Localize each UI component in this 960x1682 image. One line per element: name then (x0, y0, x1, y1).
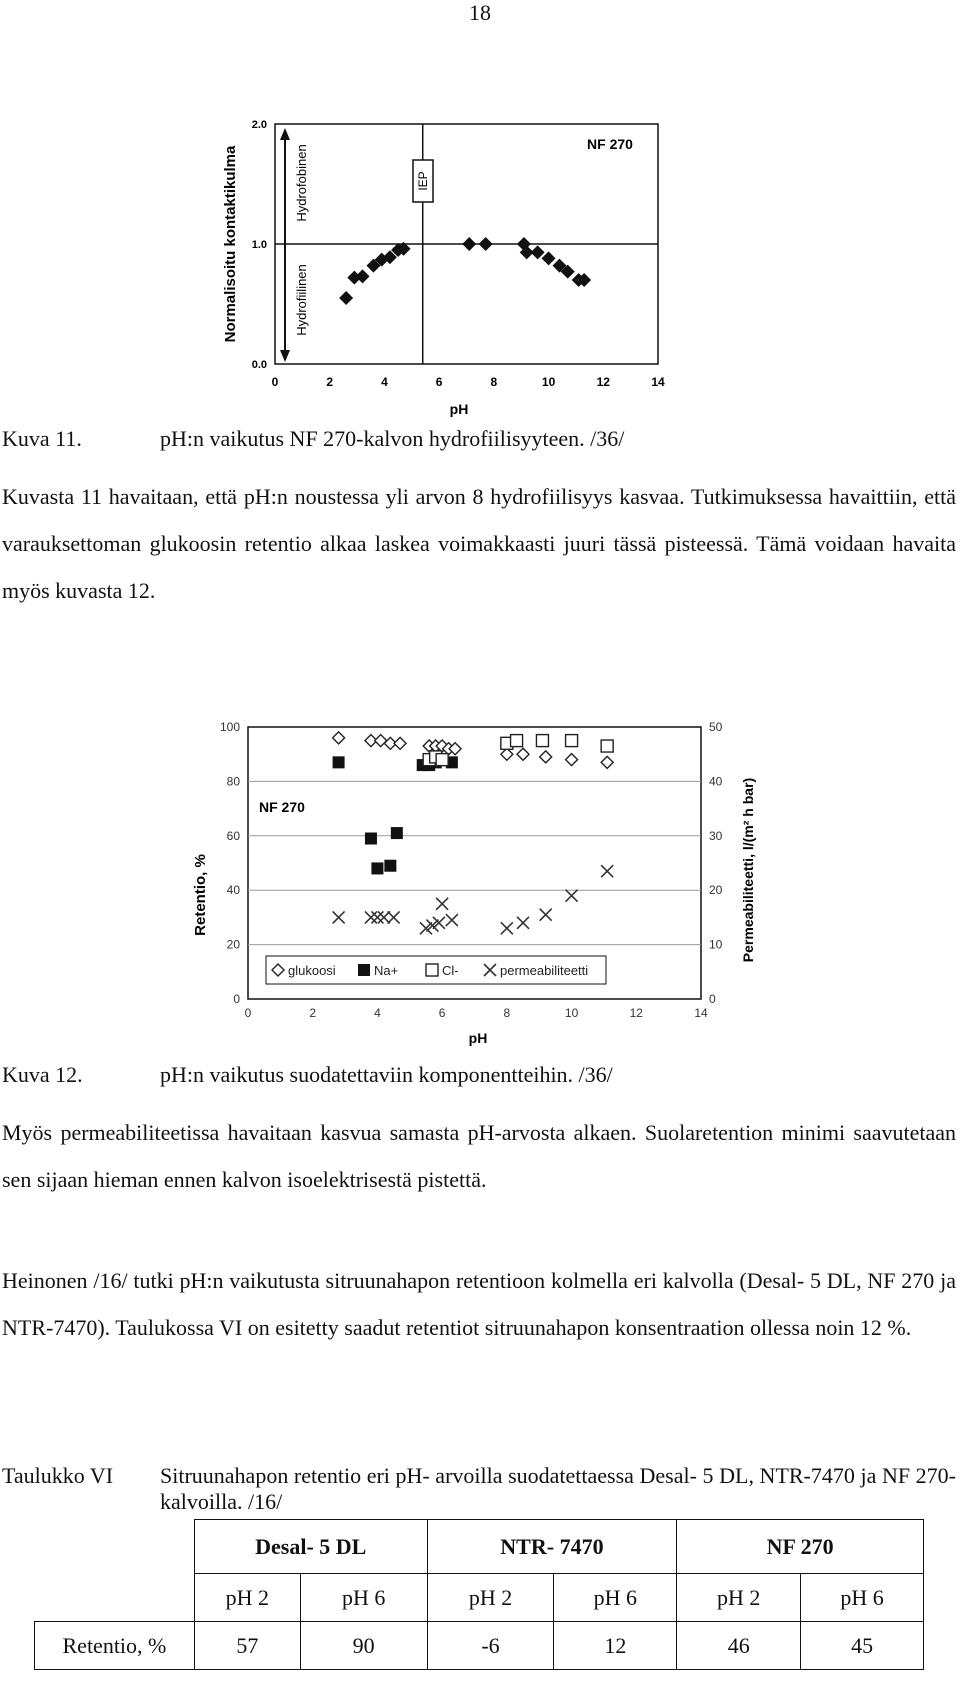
table-data-row (35, 1622, 924, 1670)
chart2-point-na (391, 827, 403, 839)
chart2-ytick-label: 40 (226, 883, 240, 898)
chart2-xtick-label: 4 (374, 1006, 381, 1020)
chart2-ytick-label: 100 (219, 720, 240, 734)
value-cell: 12 (554, 1622, 677, 1670)
chart1-xtick-label: 2 (326, 375, 334, 389)
chart2-ytick-label: 80 (226, 774, 240, 789)
paragraph-2-text: Myös permeabiliteetissa havaitaan kasvua samasta pH-arvosta alkaen. Suolaretention minimi saavutetaan sen sijaan hieman ennen kalvon isoelektrisestä pistettä. (2, 1120, 956, 1192)
chart2-point-cl (436, 754, 448, 766)
chart2-ytick-label: 0 (233, 992, 240, 1006)
row-label: Retentio, % (35, 1622, 195, 1670)
chart2-y2tick-label: 20 (709, 883, 723, 898)
chart2-y2label: Permeabiliteetti, l/(m² h bar) (740, 777, 756, 963)
figure-11-caption (2, 426, 942, 456)
figure-12-caption-text: pH:n vaikutus suodatettaviin komponentteihin. /36/ (160, 1062, 613, 1087)
table-header-row (35, 1520, 924, 1574)
chart1-ytick-label: 1.0 (251, 239, 267, 251)
figure-12-caption (2, 1062, 942, 1092)
ph-cell: pH 6 (801, 1574, 924, 1622)
chart2-xtick-label: 0 (244, 1006, 252, 1020)
header-nf270: NF 270 (677, 1520, 924, 1574)
table-corner-cell (35, 1520, 195, 1574)
ph-cell: pH 2 (677, 1574, 801, 1622)
chart2-point-cl (511, 735, 523, 747)
table-caption (2, 1463, 956, 1517)
table-label: Taulukko VI (2, 1463, 114, 1488)
chart2-point-cl (566, 735, 578, 747)
chart1-xtick-label: 0 (271, 375, 279, 389)
chart2-legend-label: Cl- (442, 963, 459, 978)
chart2-title: NF 270 (259, 799, 305, 815)
header-desal: Desal- 5 DL (194, 1520, 427, 1574)
figure-11-caption-text: pH:n vaikutus NF 270-kalvon hydrofiilisyyteen. /36/ (160, 426, 625, 451)
chart1-ytick-label: 0.0 (251, 359, 267, 371)
chart1-xtick-label: 10 (541, 375, 556, 389)
chart1-hydrophilic-label: Hydrofiilinen (294, 264, 309, 336)
paragraph-2 (2, 1109, 956, 1203)
chart1-xtick-label: 4 (381, 375, 388, 389)
figure-11-label: Kuva 11. (2, 426, 82, 451)
chart2-xtick-label: 8 (503, 1006, 511, 1020)
value-cell: 90 (300, 1622, 427, 1670)
value-cell: 57 (194, 1622, 300, 1670)
chart2-xlabel: pH (468, 1030, 488, 1046)
chart2-y2tick-label: 0 (709, 992, 716, 1006)
chart1-iep-label: IEP (416, 171, 430, 191)
chart2-y2tick-label: 10 (709, 937, 723, 952)
paragraph-3-text: Heinonen /16/ tutki pH:n vaikutusta sitruunahapon retentioon kolmella eri kalvolla (Desal- 5 DL, NF 270 ja NTR-7470). Taulukossa VI on esitetty saadut retentiot sitruunahapon konsentraation ollessa noin 12 %. (2, 1268, 956, 1340)
retention-table (34, 1519, 924, 1670)
chart2-xtick-label: 12 (629, 1006, 643, 1020)
chart1-xtick-label: 8 (490, 375, 498, 389)
chart2-xtick-label: 6 (438, 1006, 446, 1020)
ph-cell: pH 2 (427, 1574, 554, 1622)
chart2-point-na (333, 756, 345, 768)
chart2-point-na (365, 833, 377, 845)
table-empty-cell (35, 1574, 195, 1622)
chart2-point-na (384, 860, 396, 872)
chart2-legend-label: glukoosi (288, 963, 336, 978)
chart2-xtick-label: 14 (694, 1006, 708, 1020)
value-cell: 45 (801, 1622, 924, 1670)
table-caption-text: Sitruunahapon retentio eri pH- arvoilla suodatettaessa Desal- 5 DL, NTR-7470 ja NF 270-kalvoilla. /16/ (160, 1463, 956, 1514)
chart2-y2tick-label: 30 (709, 828, 723, 843)
chart2-legend-label: Na+ (374, 963, 399, 978)
chart2-xtick-label: 10 (564, 1006, 579, 1020)
paragraph-1-text: Kuvasta 11 havaitaan, että pH:n noustessa yli arvon 8 hydrofiilisyys kasvaa. Tutkimuksessa havaittiin, että varauksettoman glukoosin retentio alkaa laskea voimakkaasti juuri tässä pisteessä. Tämä voidaan havaita myös kuvasta 12. (2, 484, 956, 603)
chart2-ytick-label: 60 (226, 828, 240, 843)
paragraph-1 (2, 473, 956, 614)
chart1-frame (222, 124, 658, 417)
chart1-xtick-label: 6 (435, 375, 443, 389)
chart1-title: NF 270 (587, 136, 633, 152)
page-number: 18 (469, 0, 491, 25)
table-ph-row (35, 1574, 924, 1622)
chart2-point-cl (536, 735, 548, 747)
chart2-y2tick-label: 40 (709, 774, 723, 789)
ph-cell: pH 6 (300, 1574, 427, 1622)
chart2-legend-marker (426, 964, 438, 976)
chart1-xtick-label: 14 (651, 375, 665, 389)
chart1-ytick-label: 2.0 (251, 119, 267, 131)
chart2-legend-marker (358, 964, 370, 976)
chart2-ylabel: Retentio, % (192, 854, 209, 936)
value-cell: -6 (427, 1622, 554, 1670)
chart1-xlabel: pH (449, 401, 469, 417)
figure-12-label: Kuva 12. (2, 1062, 83, 1087)
header-ntr: NTR- 7470 (427, 1520, 677, 1574)
value-cell: 46 (677, 1622, 801, 1670)
chart2-legend-label: permeabiliteetti (500, 963, 589, 978)
chart2-y2tick-label: 50 (709, 720, 723, 734)
paragraph-3 (2, 1257, 956, 1351)
chart1-xtick-label: 12 (596, 375, 610, 389)
figure-11-chart (205, 110, 725, 450)
figure-12-chart (178, 700, 778, 1050)
ph-cell: pH 2 (194, 1574, 300, 1622)
chart2-xtick-label: 2 (309, 1006, 317, 1020)
chart2-point-cl (601, 740, 613, 752)
chart1-hydrophobic-label: Hydrofobinen (294, 144, 309, 222)
chart2-point-na (371, 862, 383, 874)
ph-cell: pH 6 (554, 1574, 677, 1622)
chart1-ylabel: Normalisoitu kontaktikulma (222, 145, 239, 343)
chart2-ytick-label: 20 (226, 937, 240, 952)
